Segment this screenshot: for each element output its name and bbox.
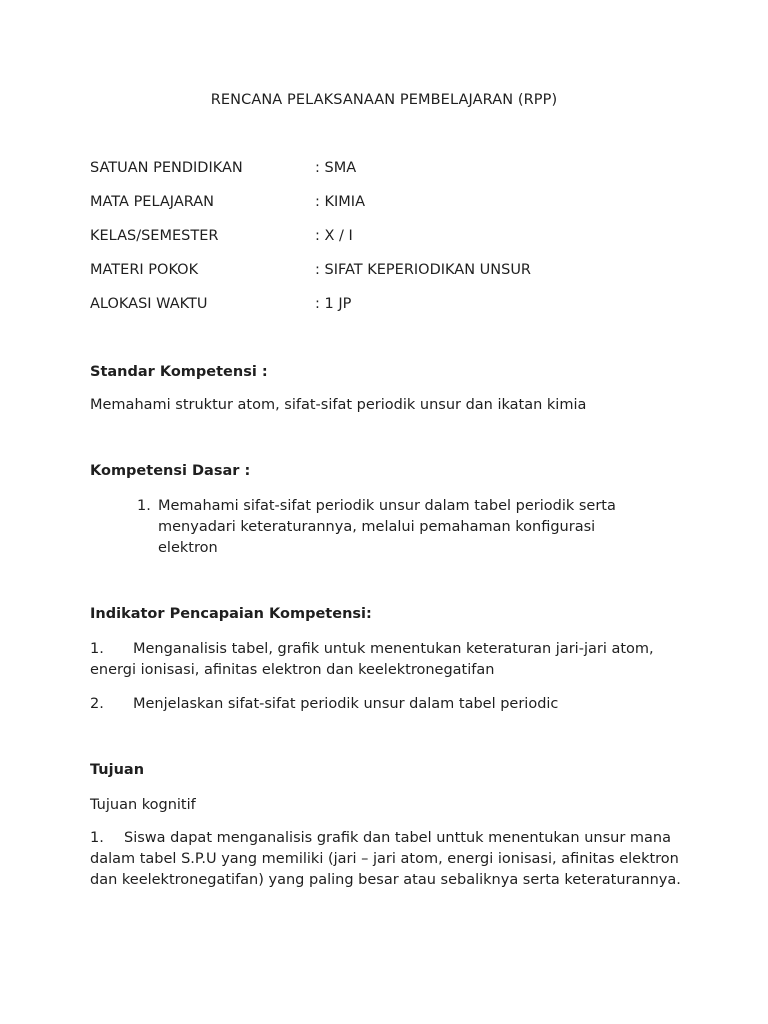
identity-label: KELAS/SEMESTER (90, 228, 219, 244)
list-item (90, 694, 690, 715)
identity-value: : SIFAT KEPERIODIKAN UNSUR (315, 262, 532, 278)
indikator-heading: Indikator Pencapaian Kompetensi: (90, 606, 372, 622)
list-text: Menganalisis tabel, grafik untuk menentukan keteraturan jari-jari atom, energi ionisasi, afinitas elektron dan keelektronegatifan (90, 641, 654, 678)
identity-row (90, 194, 710, 214)
list-text: Siswa dapat menganalisis grafik dan tabel unttuk menentukan unsur mana dalam tabel S.P.U yang memiliki (jari – jari atom, energi ionisasi, afinitas elektron dan keelektronegatifan) yang paling besar atau sebaliknya serta keteraturannya. (90, 830, 681, 888)
identity-value: : SMA (315, 160, 357, 176)
identity-value: : 1 JP (315, 296, 352, 312)
list-number: 1. (90, 641, 104, 657)
identity-label: ALOKASI WAKTU (90, 296, 208, 312)
standar-kompetensi-text: Memahami struktur atom, sifat-sifat periodik unsur dan ikatan kimia (90, 397, 587, 413)
list-number: 1. (137, 498, 151, 514)
identity-row (90, 296, 710, 316)
kompetensi-dasar-heading: Kompetensi Dasar : (90, 463, 251, 479)
identity-label: SATUAN PENDIDIKAN (90, 160, 243, 176)
list-text: Memahami sifat-sifat periodik unsur dalam tabel periodik serta menyadari keteraturannya, melalui pemahaman konfigurasi elektron (158, 498, 616, 556)
list-number: 1. (90, 830, 104, 846)
identity-label: MATERI POKOK (90, 262, 199, 278)
list-item (90, 639, 690, 681)
list-item (137, 496, 637, 559)
identity-row (90, 160, 710, 180)
tujuan-subheading: Tujuan kognitif (90, 797, 196, 813)
list-text: Menjelaskan sifat-sifat periodik unsur dalam tabel periodic (133, 696, 559, 712)
identity-value: : KIMIA (315, 194, 365, 210)
list-item (90, 828, 690, 891)
standar-kompetensi-heading: Standar Kompetensi : (90, 364, 268, 380)
identity-label: MATA PELAJARAN (90, 194, 214, 210)
list-number: 2. (90, 696, 104, 712)
document-title: RENCANA PELAKSANAAN PEMBELAJARAN (RPP) (210, 92, 558, 108)
identity-row (90, 228, 710, 248)
identity-value: : X / I (315, 228, 353, 244)
tujuan-heading: Tujuan (90, 762, 145, 778)
identity-row (90, 262, 710, 282)
